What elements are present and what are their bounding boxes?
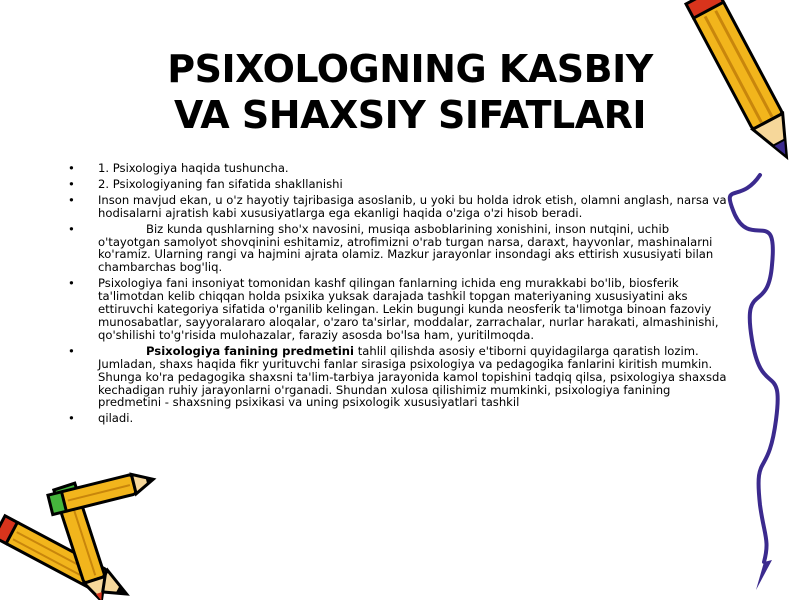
bullet-text: Biz kunda qushlarning sho'x navosini, musiqa asboblarining xonishini, inson nutqini, uchib o'tayotgan samolyot shovqinini eshitamiz, atrofimizni o'rab turgan narsa, daraxt, hayvonlar, mashinalarni ko'ramiz. Ularning rangi va hajmini ajrata olamiz. Mazkur jarayonlar insondagi aks ettirish xususiyati bilan chambarchas bog'liq.: [98, 221, 714, 275]
list-item: [68, 345, 733, 410]
list-item: [68, 412, 733, 425]
list-item: [68, 178, 733, 191]
bullet-marker: •: [68, 411, 75, 426]
bullet-marker: •: [68, 343, 75, 358]
bullet-marker: •: [68, 221, 75, 236]
bullet-text: qiladi.: [98, 411, 134, 426]
bullet-text: Inson mavjud ekan, u o'z hayotiy tajribasiga asoslanib, u yoki bu holda idrok etish, olamni anglash, narsa va hodisalarni ajratish kabi xususiyatlarga ega ekanligi haqida o'ziga o'zi hisob beradi.: [98, 192, 727, 220]
list-item: [68, 162, 733, 175]
bullet-bold-text: Psixologiya fanining predmetini: [146, 343, 355, 358]
slide-title-line-2: VA SHAXSIY SIFATLARI: [173, 93, 647, 137]
list-item: [68, 223, 733, 275]
bullet-text: Psixologiya fani insoniyat tomonidan kashf qilingan fanlarning ichida eng murakkabi bo'lib, biosferik ta'limotdan kelib chiqqan holda psixika yuksak darajada tashkil topgan materiyaning xususiyatini aks ettiruvchi kategoriya sifatida o'rganilib kelingan. Lekin bugungi kunda neosferik ta'limotga binoan fazoviy munosabatlar, sayyoralararo aloqalar, o'zaro ta'sirlar, moddalar, zarrachalar, nurlar harakati, almashinishi, qo'shilishi to'g'risida mulohazalar, faraziy asosda bo'lsa ham, yuritilmoqda.: [98, 276, 719, 342]
bullet-marker: •: [68, 176, 75, 191]
bullet-marker: •: [68, 161, 75, 175]
list-item: [68, 194, 733, 220]
bullet-list: [68, 162, 733, 428]
bullet-marker: •: [68, 276, 75, 291]
crossed-pencils-icon: [0, 470, 170, 600]
bullet-text: tahlil qilishda asosiy e'tiborni quyidagilarga qaratish lozim. Jumladan, shaxs haqida fikr yurituvchi fanlar sirasiga psixologiya va pedagogika fanlarini kiritish mumkin. Shunga ko'ra pedagogika shaxsni ta'lim-tarbiya jarayonida kamol topishini tadqiq qilsa, psixologiya shaxsda kechadigan ruhiy jarayonlarni o'rganadi. Shundan xulosa qilishimiz mumkinki, psixologiya fanining predmetini - shaxsning psixikasi va uning psixologik xususiyatlari tashkil: [98, 343, 727, 410]
bullet-marker: •: [68, 192, 75, 207]
bullet-text: 2. Psixologiyaning fan sifatida shakllanishi: [98, 176, 343, 191]
list-item: [68, 277, 733, 342]
pencil-icon: [660, 0, 800, 600]
bullet-text: 1. Psixologiya haqida tushuncha.: [98, 161, 289, 175]
slide-title-line-1: PSIXOLOGNING KASBIY: [167, 47, 653, 91]
slide-title: [80, 46, 740, 138]
